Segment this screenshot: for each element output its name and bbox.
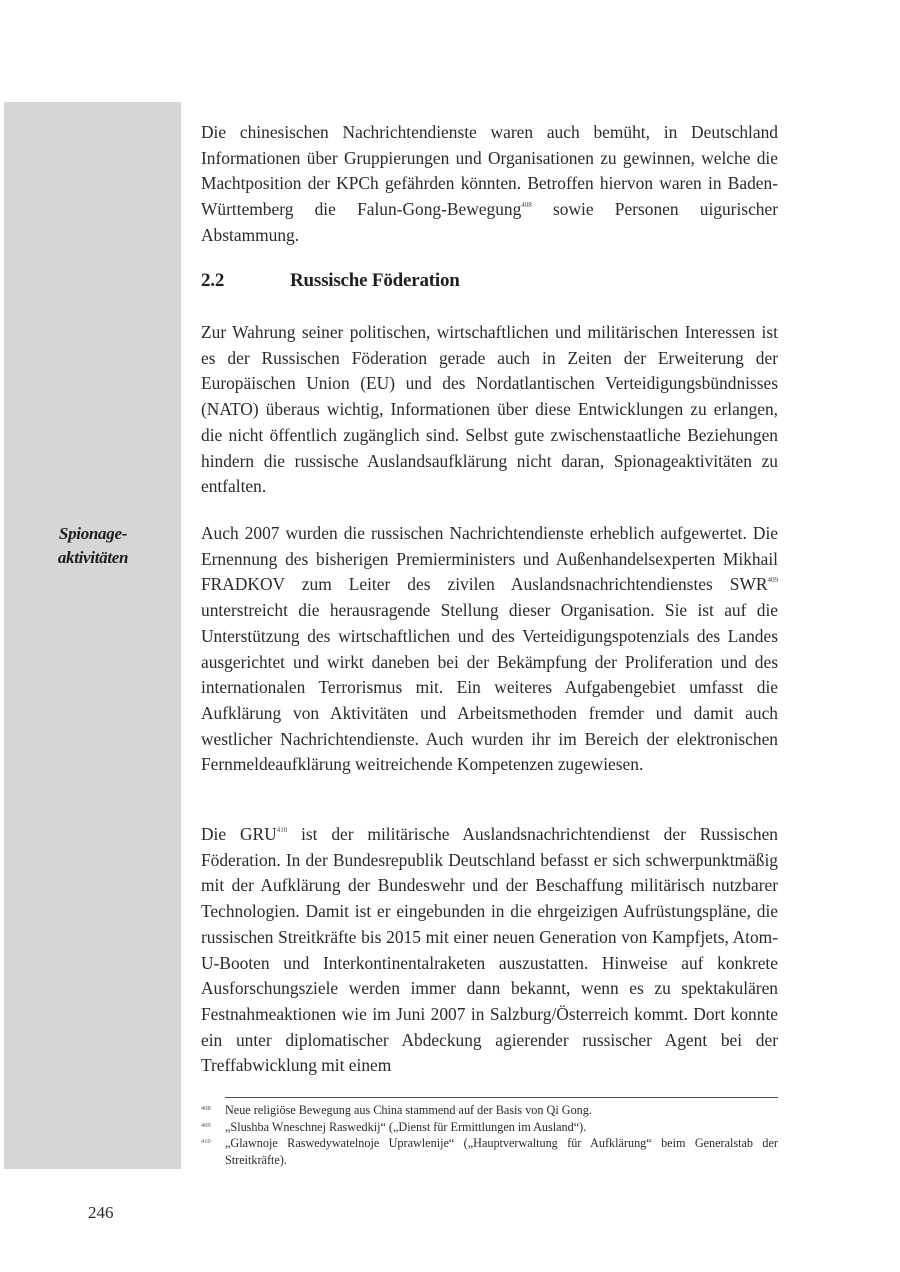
footnote-number: 410 (201, 1138, 211, 1146)
section-title: Russische Föderation (290, 270, 460, 291)
footnote-409 (201, 1119, 778, 1136)
paragraph-text: Die GRU (201, 824, 277, 844)
paragraph-china (201, 120, 778, 249)
margin-note-line-2: aktivitäten (57, 548, 129, 567)
footnotes (201, 1102, 778, 1168)
paragraph-text: Die chinesischen Nachrichtendienste waren auch bemüht, in Deutschland Informationen über Gruppierungen und Organisationen zu gewinnen, welche die Machtposition der KPCh gefährden könnten. Betroffen hiervon waren in Baden-Württemberg die Falun-Gong-Bewegung (201, 122, 778, 220)
paragraph-text: unterstreicht die herausragende Stellung dieser Organisation. Sie ist auf die Unterstützung des wirtschaftlichen und des Verteidigungspotenzials des Landes ausgerichtet und wirkt daneben bei der Bekämpfung der Proliferation und des internationalen Terrorismus mit. Ein weiteres Aufgabengebiet umfasst die Aufklärung von Aktivitäten und Arbeitsmethoden fremder und damit auch westlicher Nachrichtendienste. Auch wurden ihr im Bereich der elektronischen Fernmeldeaufklärung weitreichende Kompetenzen zugewiesen. (201, 600, 778, 775)
margin-note-line-1: Spionage- (58, 524, 128, 543)
footnote-410 (201, 1135, 778, 1168)
footnote-number: 409 (201, 1121, 211, 1129)
paragraph-swr (201, 521, 778, 778)
paragraph-text: Auch 2007 wurden die russischen Nachrichtendienste erheblich aufgewertet. Die Ernennung des bisherigen Premierministers und Außenhandelsexperten Mikhail FRADKOV zum Leiter des zivilen Auslandsnachrichtendienstes SWR (201, 523, 778, 595)
page-number: 246 (88, 1203, 114, 1222)
section-number: 2.2 (201, 270, 225, 291)
paragraph-text: sowie Personen uigurischer Abstammung. (201, 199, 778, 245)
footnote-ref-408[interactable]: 408 (521, 201, 532, 210)
footnote-text: „Slushba Wneschnej Raswedkij“ („Dienst für Ermittlungen im Ausland“). (225, 1119, 587, 1134)
footnote-number: 408 (201, 1105, 211, 1112)
footnote-408 (201, 1102, 778, 1119)
paragraph-text: ist der militärische Auslandsnachrichtendienst der Russischen Föderation. In der Bundesrepublik Deutschland befasst er sich schwerpunktmäßig mit der Aufklärung der Bundeswehr und der Beschaffung militärisch nutzbarer Technologien. Damit ist er eingebunden in die ehrgeizigen Aufrüstungspläne, die russischen Streitkräfte bis 2015 mit einer neuen Generation von Kampfjets, Atom-U-Booten und Interkontinentalraketen auszustatten. Hinweise auf konkrete Ausforschungsziele werden immer dann bekannt, wenn es zu spektakulären Festnahmeaktionen wie im Juni 2007 in Salzburg/Österreich kommt. Dort konnte ein unter diplomatischer Abdeckung agierender russischer Agent bei der Treffabwicklung mit einem (201, 824, 778, 1076)
footnote-text: „Glawnoje Raswedywatelnoje Uprawlenije“ („Hauptverwaltung für Aufklärung“ beim Generalstab der Streitkräfte). (225, 1136, 778, 1167)
footnote-divider (225, 1097, 778, 1098)
paragraph-text: Zur Wahrung seiner politischen, wirtschaftlichen und militärischen Interessen ist es der Russischen Föderation gerade auch in Zeiten der Erweiterung der Europäischen Union (EU) und des Nordatlantischen Verteidigungsbündnisses (NATO) überaus wichtig, Informationen über diese Entwicklungen zu erlangen, die nicht öffentlich zugänglich sind. Selbst gute zwischenstaatliche Beziehungen hindern die russische Auslandsaufklärung nicht daran, Spionageaktivitäten zu entfalten. (201, 322, 778, 497)
footnote-text: Neue religiöse Bewegung aus China stammend auf der Basis von Qi Gong. (225, 1103, 592, 1117)
margin-sidebar (4, 102, 181, 1169)
margin-note (8, 522, 178, 570)
footnote-ref-409[interactable]: 409 (767, 576, 778, 585)
footnote-ref-410[interactable]: 410 (276, 826, 288, 834)
section-heading (201, 270, 778, 292)
paragraph-gru (201, 822, 778, 1079)
paragraph-intro-russia (201, 320, 778, 500)
